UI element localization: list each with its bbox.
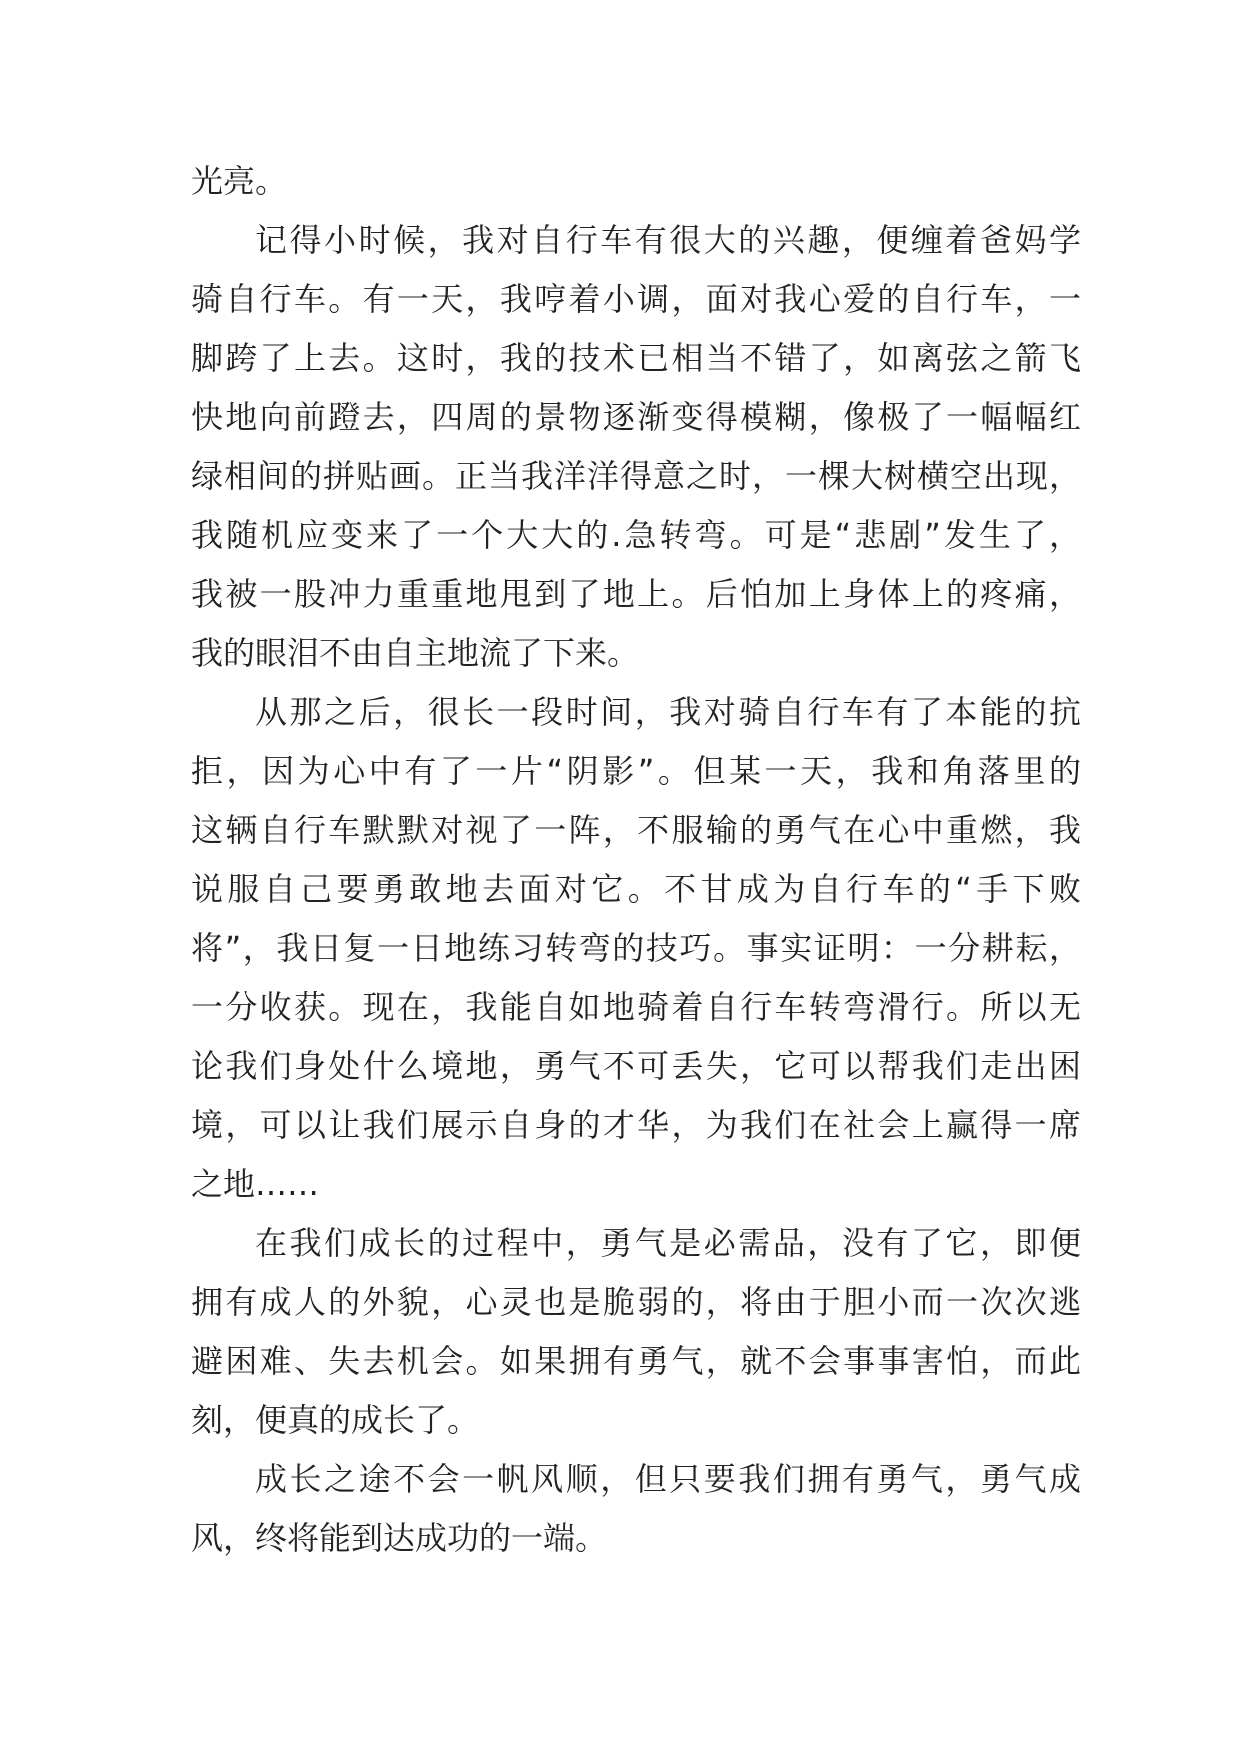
text-line: 之地…… — [191, 1165, 320, 1203]
text-line: 骑自行车。有一天，我哼着小调，面对我心爱的自行车，一 — [191, 280, 1081, 318]
text-line: 论我们身处什么境地，勇气不可丢失，它可以帮我们走出困 — [191, 1047, 1081, 1085]
text-line: 避困难、失去机会。如果拥有勇气，就不会事事害怕，而此 — [191, 1342, 1081, 1380]
paragraph-conclusion — [191, 1450, 1081, 1568]
text-line: 我随机应变来了一个大大的.急转弯。可是“悲剧”发生了， — [191, 516, 1081, 554]
paragraph-courage-necessity — [191, 1214, 1081, 1450]
text-line: 在我们成长的过程中，勇气是必需品，没有了它，即便 — [255, 1224, 1081, 1262]
text-line: 说服自己要勇敢地去面对它。不甘成为自行车的“手下败 — [191, 870, 1081, 908]
text-line: 这辆自行车默默对视了一阵，不服输的勇气在心中重燃，我 — [191, 811, 1081, 849]
document-body — [191, 152, 1081, 1568]
text-line: 绿相间的拼贴画。正当我洋洋得意之时，一棵大树横空出现， — [191, 457, 1081, 495]
text-line: 从那之后，很长一段时间，我对骑自行车有了本能的抗 — [255, 693, 1081, 731]
text-line: 我被一股冲力重重地甩到了地上。后怕加上身体上的疼痛， — [191, 575, 1081, 613]
text-line: 记得小时候，我对自行车有很大的兴趣，便缠着爸妈学 — [255, 221, 1081, 259]
text-line: 拒，因为心中有了一片“阴影”。但某一天，我和角落里的 — [191, 752, 1081, 790]
paragraph-bicycle-memory — [191, 211, 1081, 683]
paragraph-continuation — [191, 152, 1081, 211]
text-line: 境，可以让我们展示自身的才华，为我们在社会上赢得一席 — [191, 1106, 1081, 1144]
text-line: 我的眼泪不由自主地流了下来。 — [191, 634, 640, 672]
text-line: 刻，便真的成长了。 — [191, 1401, 480, 1439]
text-line: 拥有成人的外貌，心灵也是脆弱的，将由于胆小而一次次逃 — [191, 1283, 1081, 1321]
text-line: 快地向前蹬去，四周的景物逐渐变得模糊，像极了一幅幅红 — [191, 398, 1081, 436]
text-line: 成长之途不会一帆风顺，但只要我们拥有勇气，勇气成 — [255, 1460, 1081, 1498]
text-line: 脚跨了上去。这时，我的技术已相当不错了，如离弦之箭飞 — [191, 339, 1081, 377]
text-line: 光亮。 — [191, 162, 288, 200]
text-line: 将”，我日复一日地练习转弯的技巧。事实证明：一分耕耘， — [191, 929, 1081, 967]
text-line: 风，终将能到达成功的一端。 — [191, 1519, 608, 1557]
paragraph-overcoming-fear — [191, 683, 1081, 1214]
text-line: 一分收获。现在，我能自如地骑着自行车转弯滑行。所以无 — [191, 988, 1081, 1026]
